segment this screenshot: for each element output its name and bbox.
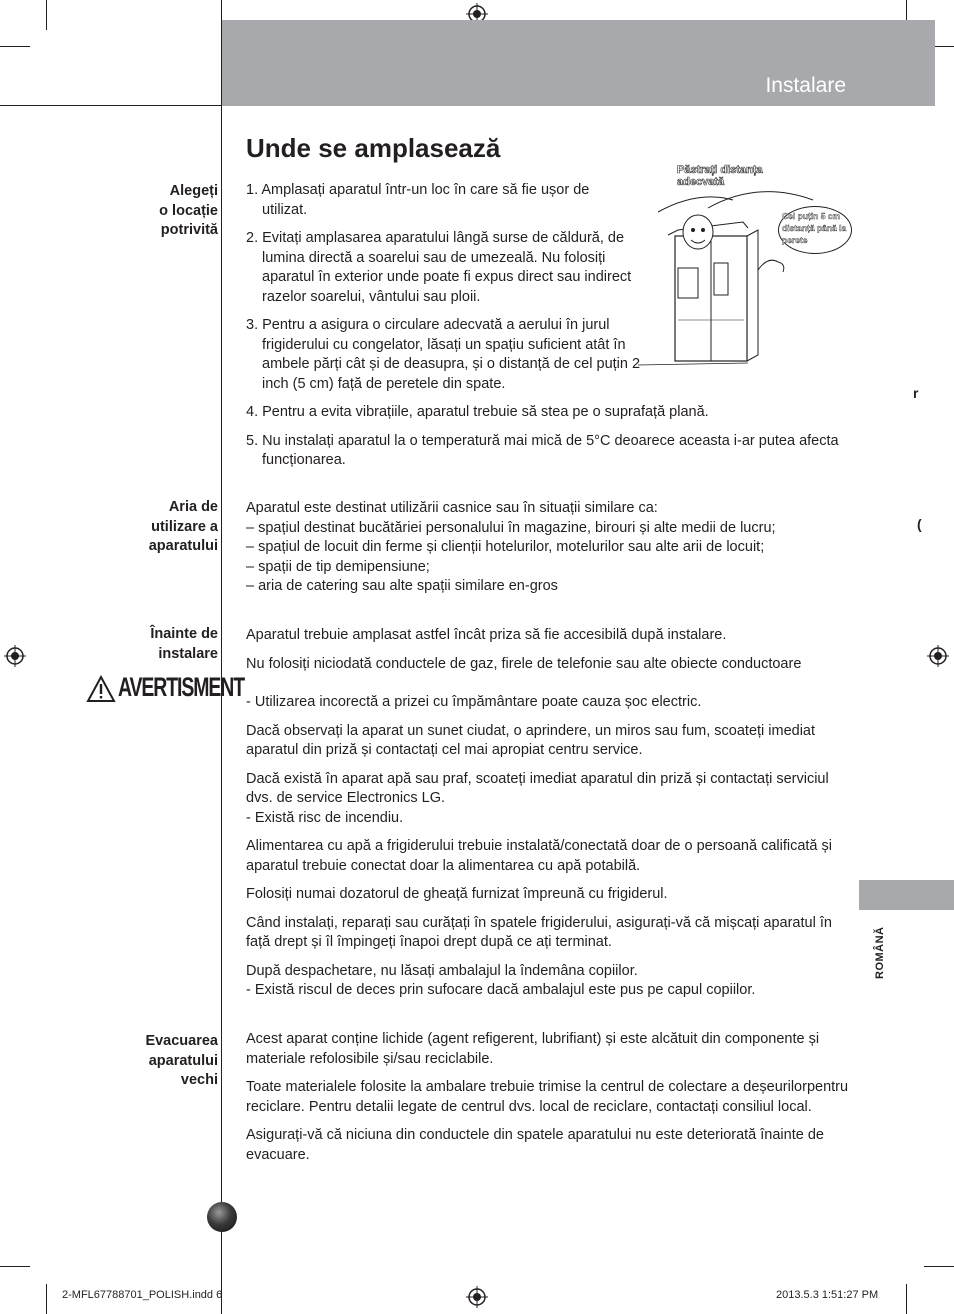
page-marker-dot xyxy=(207,1202,237,1232)
paragraph: - Utilizarea incorectă a prizei cu împământare poate cauza șoc electric. xyxy=(246,694,702,710)
paragraph: Nu folosiți niciodată conductele de gaz, firele de telefonie sau alte obiecte conductoare xyxy=(246,655,802,672)
crop-mark xyxy=(46,1284,47,1314)
paragraph: Toate materialele folosite la ambalare trebuie trimise la centrul de colectare a deșeurilorpentru reciclare. Pentru detalii legate de centrul dvs. local de reciclare, contactați consiliul local. xyxy=(246,1079,849,1115)
paragraph: Alimentarea cu apă a frigiderului trebuie instalată/conectată doar de o persoană calificată și aparatul trebuie conectat doar la alimentarea cu apă potabilă. xyxy=(246,838,832,874)
before-install-text xyxy=(246,626,856,1010)
text-line: – spațiul destinat bucătăriei personalului în magazine, birouri și alte medii de lucru; xyxy=(246,519,776,536)
language-tab xyxy=(859,880,954,910)
side-label-usage: Aria de utilizare a aparatului xyxy=(148,499,218,554)
list-item: 2. Evitați amplasarea aparatului lângă surse de căldură, de lumina directă a soarelui sau de umezeală. Nu folosiți aparatul în exterior unde poate fi expus direct sau indirect razelor soarelui, vântului sau ploii. xyxy=(246,230,632,305)
crop-mark xyxy=(0,46,30,47)
paragraph: După despachetare, nu lăsați ambalajul la îndemâna copiilor. - Există riscul de deces prin sufocare dacă ambalajul este pus pe capul copiilor. xyxy=(246,962,756,998)
section-title: Instalare xyxy=(765,74,846,97)
warning-triangle-icon xyxy=(86,675,116,703)
list-item: 5. Nu instalați aparatul la o temperatură mai mică de 5°C deoarece aceasta i-ar putea afecta funcționarea. xyxy=(246,432,839,468)
page-title: Unde se amplasează xyxy=(246,133,501,163)
crop-mark xyxy=(46,0,47,30)
paragraph: Când instalați, reparați sau curățați în spatele frigiderului, asigurați-vă că mișcați aparatul în față drept și îl împingeți înapoi drept după ce ați terminat. xyxy=(246,914,832,950)
list-item: 1. Amplasați aparatul într-un loc în care să fie ușor de utilizat. xyxy=(246,182,590,218)
header-rule xyxy=(0,105,222,106)
warning-banner xyxy=(86,672,245,706)
paragraph: Aparatul trebuie amplasat astfel încât priza să fie accesibilă după instalare. xyxy=(246,627,727,643)
footer-file: 2-MFL67788701_POLISH.indd 6 xyxy=(62,1289,223,1301)
crop-mark xyxy=(924,1266,954,1267)
paragraph: Asigurați-vă că niciuna din conductele din spatele aparatului nu este deteriorată înainte de evacuare. xyxy=(246,1127,824,1163)
side-label-disposal: Evacuarea aparatului vechi xyxy=(145,1033,218,1088)
clearance-label-top: Păstrați distanța adecvată xyxy=(677,164,763,188)
registration-mark-icon xyxy=(927,645,949,667)
side-label-before-install: Înainte de instalare xyxy=(150,626,218,662)
footer-timestamp: 2013.5.3 1:51:27 PM xyxy=(776,1289,879,1301)
paragraph: Dacă există în aparat apă sau praf, scoateți imediat aparatul din priză și contactați serviciul dvs. de service Electronics LG. - Există risc de incendiu. xyxy=(246,770,829,826)
text-line: – spații de tip demipensiune; xyxy=(246,558,430,575)
clearance-label-side: Cel puțin 5 cm distanță până la perete xyxy=(782,211,847,245)
disposal-text xyxy=(246,1030,856,1174)
column-divider xyxy=(221,0,222,1314)
edge-fragment: r xyxy=(913,385,919,401)
warning-label: AVERTISMENT xyxy=(118,672,245,702)
edge-fragment: ( xyxy=(917,516,922,532)
registration-mark-icon xyxy=(4,645,26,667)
text-line: Aparatul este destinat utilizării casnice sau în situații similare ca: xyxy=(246,500,658,516)
text-line: – spațiul de locuit din ferme și clienții hotelurilor, motelurilor sau alte arii de locuit; xyxy=(246,539,765,555)
language-label: ROMÂNĂ xyxy=(874,926,886,979)
usage-text xyxy=(246,499,856,597)
side-label-location: Alegeți o locație potrivită xyxy=(159,183,218,238)
list-item: 4. Pentru a evita vibrațiile, aparatul trebuie să stea pe o suprafață plană. xyxy=(246,404,709,420)
registration-mark-icon xyxy=(466,1286,488,1308)
crop-mark xyxy=(0,1266,30,1267)
paragraph: Dacă observați la aparat un sunet ciudat, o aprindere, un miros sau fum, scoateți imediat aparatul din priză și contactați cel mai apropiat centru service. xyxy=(246,722,816,758)
location-steps xyxy=(246,181,856,480)
language-label-wrap xyxy=(870,915,896,981)
paragraph: Acest aparat conține lichide (agent refigerent, lubrifiant) și este alcătuit din componente și materiale refolosibile și/sau reciclabile. xyxy=(246,1031,820,1067)
paragraph: Folosiți numai dozatorul de gheață furnizat împreună cu frigiderul. xyxy=(246,886,668,902)
text-line: – aria de catering sau alte spații similare en-gros xyxy=(246,578,558,594)
crop-mark xyxy=(906,1284,907,1314)
list-item: 3. Pentru a asigura o circulare adecvată a aerului în jurul frigiderului cu congelator, lăsați un spațiu suficient atât în ambele părți cât și de deasupra, și o distanță de cel puțin 2 inch (5 cm) față de peretele din spate. xyxy=(246,317,641,392)
